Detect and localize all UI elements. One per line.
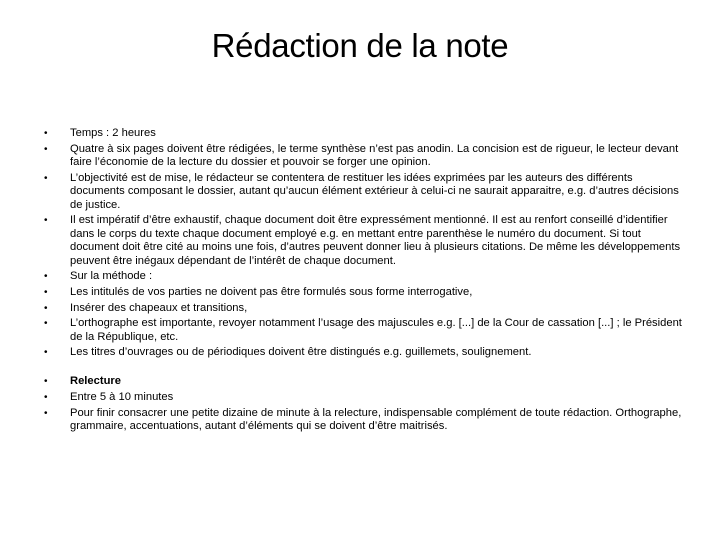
list-item-text: Les titres d’ouvrages ou de périodiques doivent être distingués e.g. guillemets, soulignement.	[70, 346, 532, 359]
bullet-icon: •	[44, 286, 48, 298]
list-item	[44, 127, 684, 140]
list-item-text: Temps : 2 heures	[70, 127, 156, 139]
bullet-icon: •	[44, 407, 48, 419]
list-item	[44, 172, 684, 212]
bullet-icon: •	[44, 271, 48, 283]
bullet-icon: •	[44, 215, 48, 227]
list-item	[44, 143, 684, 170]
list-item-text: Sur la méthode :	[70, 270, 153, 283]
list-item	[44, 286, 684, 299]
list-item	[44, 270, 684, 283]
list-item-text: Pour finir consacrer une petite dizaine de minute à la relecture, indispensable complément de toute rédaction. Orthographe, grammaire, accentuations, autant d’éléments qui se doivent d’être maitrisés.	[70, 406, 682, 432]
list-item	[44, 214, 684, 268]
list-item-text: Relecture	[70, 375, 121, 388]
bullet-icon: •	[44, 376, 48, 388]
list-item-text: L’objectivité est de mise, le rédacteur se contentera de restituer les idées exprimées par les auteurs des différents documents composant le dossier, autant qu’aucun élément extérieur à celui-ci ne saurait apparaitre, e.g. d’autres décisions de justice.	[70, 171, 679, 211]
list-item	[44, 317, 684, 344]
list-item	[44, 346, 684, 359]
slide-title: Rédaction de la note	[211, 27, 509, 64]
list-item-text: Insérer des chapeaux et transitions,	[70, 301, 248, 314]
bullet-icon: •	[44, 347, 48, 359]
bullet-icon: •	[44, 391, 48, 403]
list-item	[44, 391, 684, 404]
list-item-text: Entre 5 à 10 minutes	[70, 390, 174, 403]
list-item-text: Les intitulés de vos parties ne doivent pas être formulés sous forme interrogative,	[70, 285, 473, 298]
bullet-icon: •	[44, 318, 48, 330]
bullet-icon: •	[44, 172, 48, 184]
list-item	[44, 302, 684, 315]
bullet-icon: •	[44, 143, 48, 155]
list-item	[44, 407, 684, 434]
list-item-text: Il est impératif d’être exhaustif, chaque document doit être expressément mentionné. Il est au renfort conseillé d’identifier dans le corps du texte chaque document employé e.g. en mettant entre parenthèse le numéro du document. Si tout document doit être cité au moins une fois, d’autres peuvent donner lieu à plusieurs citations. De même les développements peuvent être inégaux dépendant de l’intérêt de chaque document.	[70, 214, 681, 267]
bullet-list	[44, 127, 684, 436]
list-item-heading	[44, 375, 684, 388]
list-item-text: Quatre à six pages doivent être rédigées, le terme synthèse n’est pas anodin. La concision est de rigueur, le lecteur devant faire l’économie de la lecture du dossier et pouvoir se forger une opinion.	[70, 142, 679, 169]
bullet-icon: •	[44, 128, 48, 139]
bullet-icon: •	[44, 302, 48, 314]
list-spacer	[44, 362, 684, 375]
list-item-text: L’orthographe est importante, revoyer notamment l’usage des majuscules e.g. [...] de la Cour de cassation [...] ; le Président de la République, etc.	[70, 317, 682, 343]
